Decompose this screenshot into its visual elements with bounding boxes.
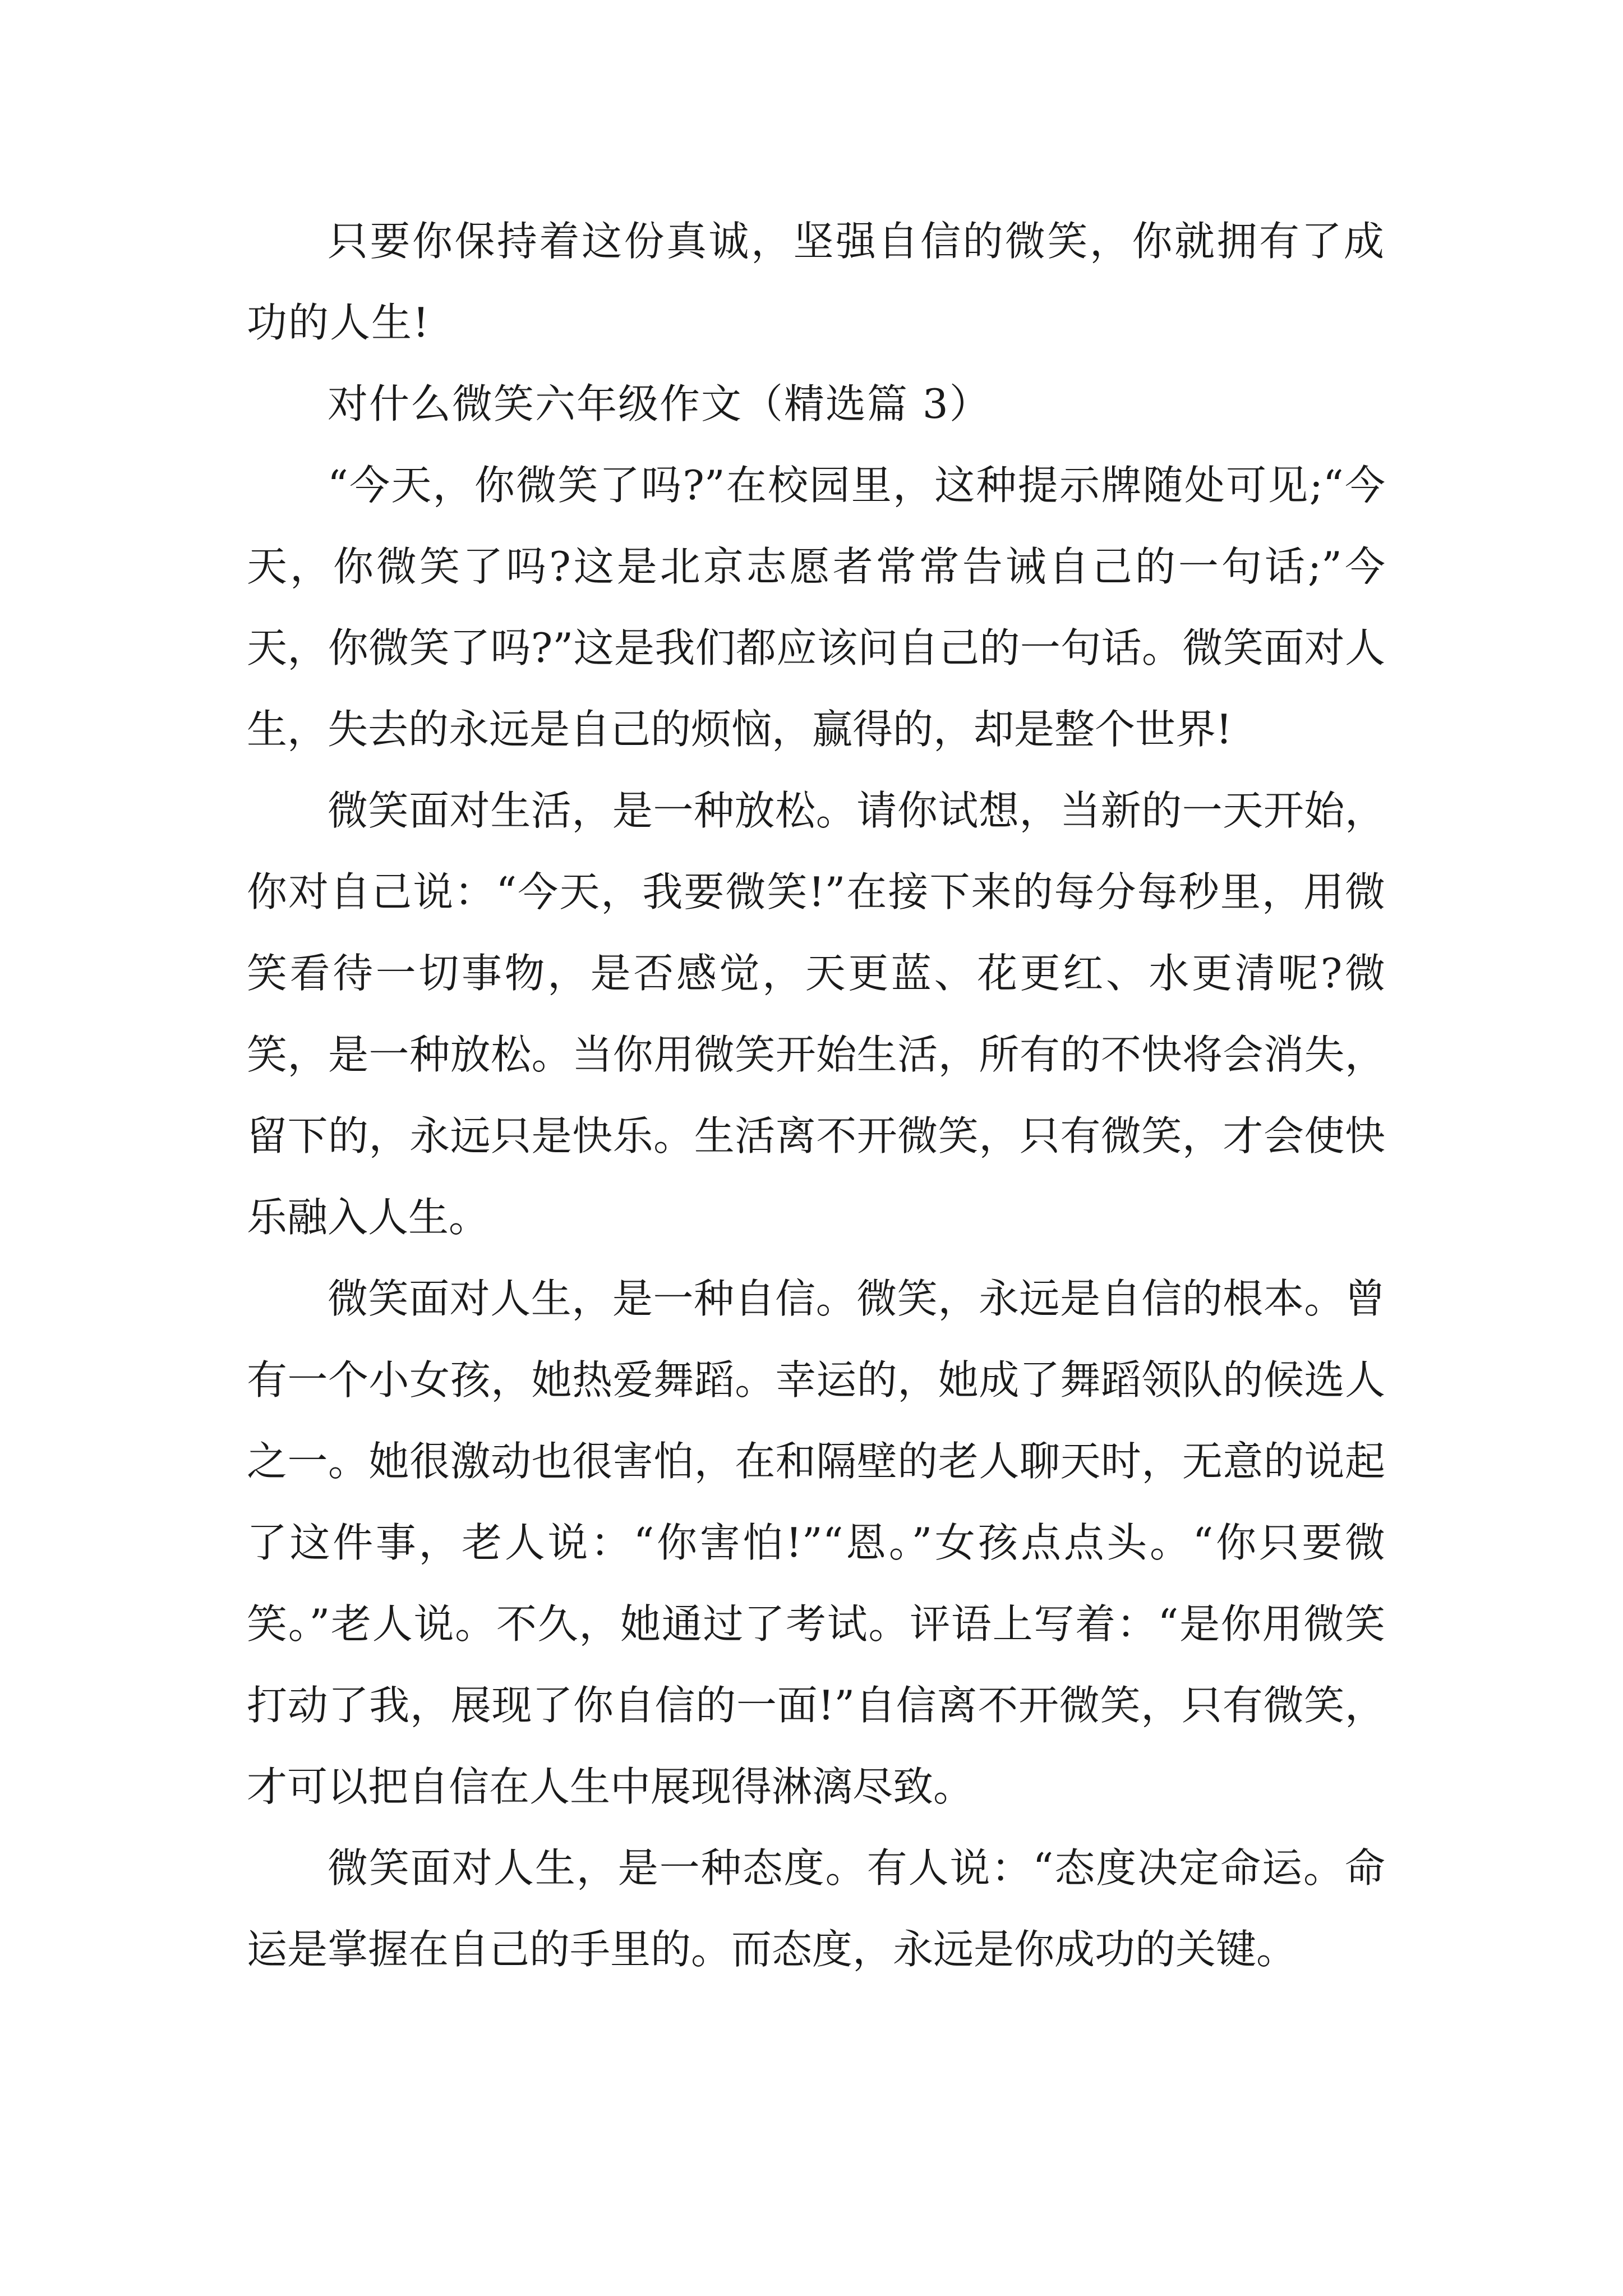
paragraph-intro: “今天，你微笑了吗?”在校园里，这种提示牌随处可见;“今天，你微笑了吗?这是北京志愿者常常告诫自己的一句话;”今天，你微笑了吗?”这是我们都应该问自己的一句话。微笑面对人生，失去的永远是自己的烦恼，赢得的，却是整个世界! xyxy=(247,462,1385,753)
paragraph-closing: 只要你保持着这份真诚，坚强自信的微笑，你就拥有了成功的人生! xyxy=(247,218,1385,346)
paragraph-relaxation: 微笑面对生活，是一种放松。请你试想，当新的一天开始，你对自己说：“今天，我要微笑!”在接下来的每分每秒里，用微笑看待一切事物，是否感觉，天更蓝、花更红、水更清呢?微笑，是一种放松。当你用微笑开始生活，所有的不快将会消失，留下的，永远只是快乐。生活离不开微笑，只有微笑，才会使快乐融入人生。 xyxy=(247,787,1385,1241)
paragraph-confidence: 微笑面对人生，是一种自信。微笑，永远是自信的根本。曾有一个小女孩，她热爱舞蹈。幸运的，她成了舞蹈领队的候选人之一。她很激动也很害怕，在和隔壁的老人聊天时，无意的说起了这件事，老人说：“你害怕!”“恩。”女孩点点头。“你只要微笑。”老人说。不久，她通过了考试。评语上写着：“是你用微笑打动了我，展现了你自信的一面!”自信离不开微笑，只有微笑，才可以把自信在人生中展现得淋漓尽致。 xyxy=(247,1275,1385,1810)
section-heading: 对什么微笑六年级作文（精选篇 3） xyxy=(328,380,991,427)
paragraph-attitude: 微笑面对人生，是一种态度。有人说：“态度决定命运。命运是掌握在自己的手里的。而态度，永远是你成功的关键。 xyxy=(247,1844,1385,1973)
document-body xyxy=(247,201,1385,1990)
